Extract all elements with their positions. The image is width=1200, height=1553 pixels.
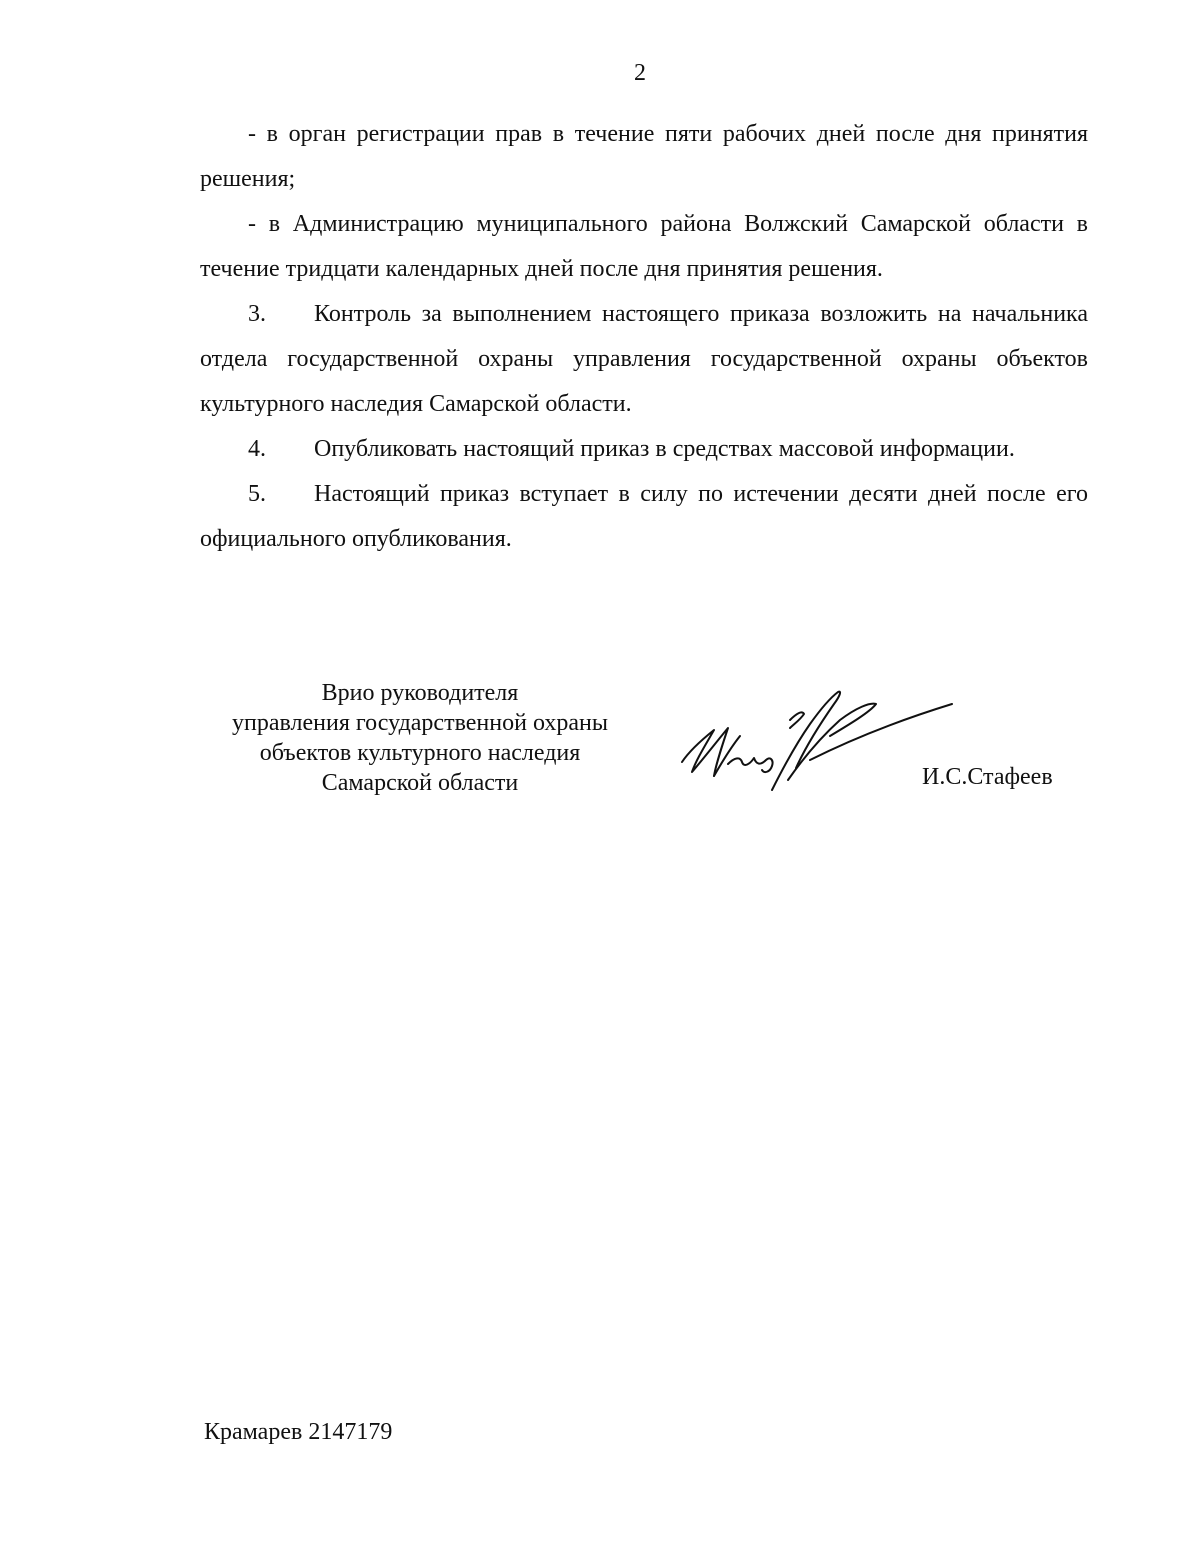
signer-name: И.С.Стафеев — [922, 764, 1053, 790]
paragraph-registration-body: - в орган регистрации прав в течение пяти рабочих дней после дня принятия решения; — [200, 121, 1088, 192]
paragraph-item-5 — [200, 472, 1088, 562]
paragraph-district-administration: - в Администрацию муниципального района Волжский Самарской области в течение тридцати календарных дней после дня принятия решения. — [200, 211, 1088, 282]
signatory-title — [200, 678, 640, 798]
item-4-text: Опубликовать настоящий приказ в средствах массовой информации. — [314, 436, 1015, 462]
signatory-title-line: управления государственной охраны — [232, 710, 608, 736]
signatory-title-line: Самарской области — [321, 770, 519, 796]
paragraph-item-4 — [200, 427, 1088, 472]
document-body — [200, 112, 1088, 562]
executor-contact: Крамарев 2147179 — [204, 1419, 393, 1445]
item-4-number: 4. — [248, 436, 266, 462]
item-3-text: Контроль за выполнением настоящего приказа возложить на начальника отдела государственной охраны управления государственной охраны объектов культурного наследия Самарской области. — [200, 301, 1088, 417]
item-5-number: 5. — [248, 481, 266, 507]
item-5-text: Настоящий приказ вступает в силу по истечении десяти дней после его официального опубликования. — [200, 481, 1088, 552]
item-3-number: 3. — [248, 301, 266, 327]
paragraph-item-3 — [200, 292, 1088, 427]
signatory-title-line: объектов культурного наследия — [259, 740, 581, 766]
signatory-title-line: Врио руководителя — [321, 680, 519, 706]
page-number: 2 — [634, 60, 646, 86]
